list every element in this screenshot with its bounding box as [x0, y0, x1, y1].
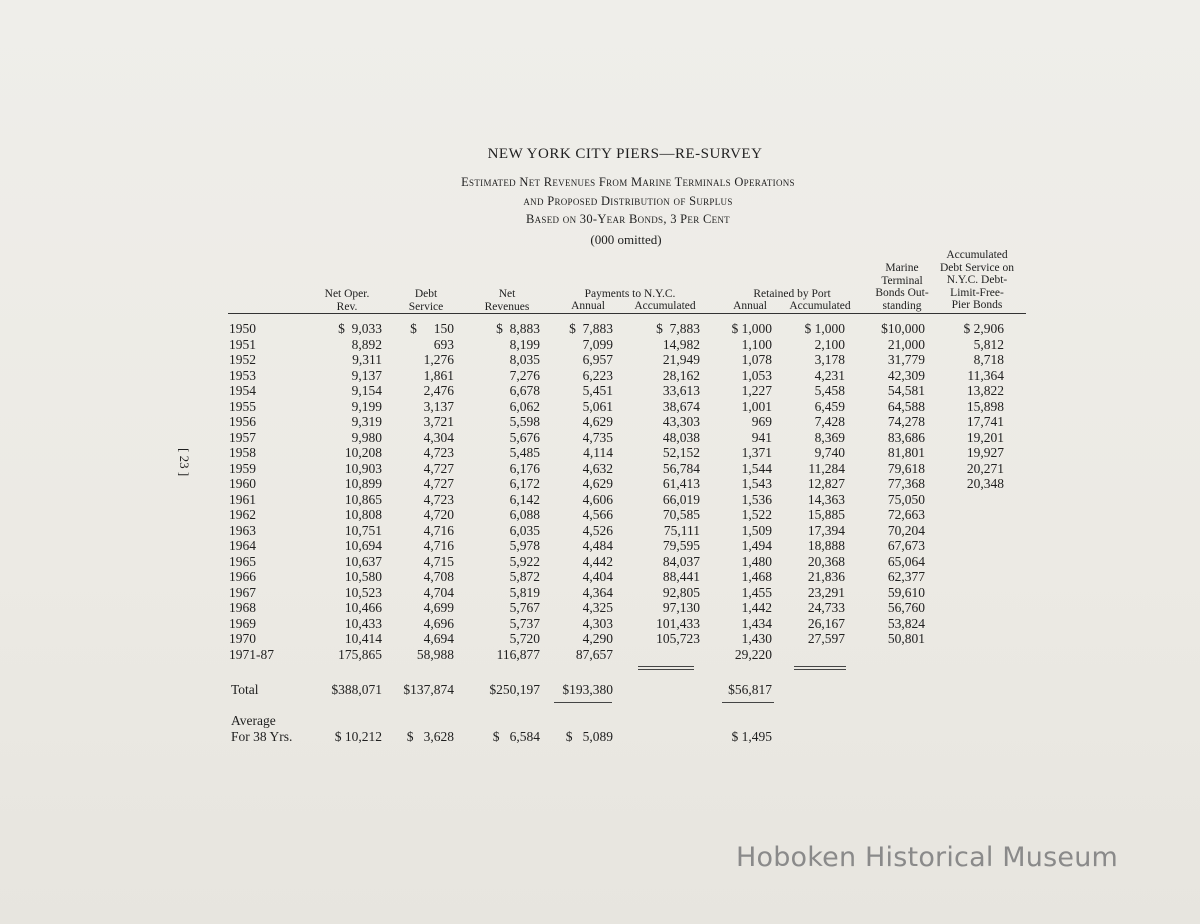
total-underline-payments	[554, 702, 612, 703]
cell-retained-accumulated: 7,428	[814, 414, 845, 429]
cell-net-revenues: 6,678	[509, 383, 540, 398]
header-retained-annual: Annual	[733, 300, 767, 312]
header-bonds-outstanding: Marine Terminal Bonds Out- standing	[875, 262, 929, 312]
cell-retained-accumulated: 2,100	[814, 336, 845, 352]
cell-net-revenues: 5,485	[509, 445, 540, 460]
cell-payments-annual: 6,957	[582, 352, 613, 367]
cell-payments-accumulated: 48,038	[662, 429, 700, 445]
cell-retained-accumulated: 26,167	[807, 615, 845, 631]
cell-payments-annual: 87,657	[575, 646, 613, 662]
cell-payments-annual: 4,735	[582, 429, 613, 445]
subtitle-line-3: Based on 30-Year Bonds, 3 Per Cent	[526, 212, 730, 226]
cell-net-revenues: 5,767	[509, 600, 540, 615]
cell-payments-annual: 4,290	[582, 631, 613, 646]
header-payments-group: Payments to N.Y.C.	[584, 288, 676, 300]
cell-debt-limit-free: 20,348	[966, 476, 1004, 491]
cell-debt-limit-free: 15,898	[966, 398, 1004, 414]
cell-payments-annual: 4,606	[582, 491, 613, 507]
row-year: 1968	[229, 600, 256, 615]
cell-debt-service: 4,694	[423, 631, 454, 646]
cell-payments-annual: 4,484	[582, 538, 613, 553]
cell-debt-limit-free: 11,364	[967, 367, 1004, 383]
cell-retained-annual: 941	[751, 429, 772, 445]
cell-retained-accumulated: 3,178	[814, 352, 845, 367]
cell-retained-accumulated: 9,740	[814, 445, 845, 460]
cell-bonds-outstanding: 79,618	[887, 460, 925, 476]
cell-payments-accumulated: 97,130	[662, 600, 700, 615]
cell-retained-annual: 969	[751, 414, 772, 429]
cell-payments-accumulated: 14,982	[662, 336, 700, 352]
total-payments-annual: $193,380	[562, 682, 613, 697]
table-row	[0, 616, 1200, 632]
table-row	[0, 538, 1200, 554]
row-year: 1960	[229, 476, 256, 491]
cell-debt-limit-free: $ 2,906	[963, 321, 1004, 336]
cell-net-oper: 10,808	[344, 507, 382, 522]
cell-net-revenues: 5,819	[509, 584, 540, 600]
cell-retained-annual: 1,434	[741, 615, 772, 631]
cell-payments-annual: 4,114	[583, 445, 613, 460]
cell-net-oper: 10,414	[344, 631, 382, 646]
cell-bonds-outstanding: 54,581	[887, 383, 925, 398]
cell-retained-annual: 1,494	[741, 538, 772, 553]
cell-bonds-outstanding: 70,204	[887, 522, 925, 538]
cell-net-revenues: 8,035	[509, 352, 540, 367]
cell-net-revenues: 5,720	[509, 631, 540, 646]
table-row	[0, 554, 1200, 570]
units-note: (000 omitted)	[590, 232, 662, 247]
cell-debt-limit-free: 13,822	[966, 383, 1004, 398]
cell-debt-service: 4,704	[423, 584, 454, 600]
cell-retained-accumulated: 6,459	[814, 398, 845, 414]
cell-payments-annual: 4,632	[582, 460, 613, 476]
cell-bonds-outstanding: 62,377	[887, 569, 925, 584]
cell-debt-service: 4,720	[423, 507, 454, 522]
row-year: 1953	[229, 367, 256, 383]
cell-bonds-outstanding: 72,663	[887, 507, 925, 522]
table-row	[0, 600, 1200, 616]
cell-debt-limit-free: 19,201	[966, 429, 1004, 445]
cell-payments-annual: 4,442	[582, 553, 613, 569]
cell-payments-accumulated: 84,037	[662, 553, 700, 569]
page-title: NEW YORK CITY PIERS—RE-SURVEY	[487, 146, 763, 162]
cell-retained-accumulated: 18,888	[807, 538, 845, 553]
total-underline-retained	[722, 702, 774, 703]
cell-net-revenues: 6,172	[509, 476, 540, 491]
row-year: 1950	[229, 321, 256, 336]
cell-retained-annual: 1,509	[741, 522, 772, 538]
cell-payments-annual: 5,451	[582, 383, 613, 398]
cell-bonds-outstanding: 64,588	[887, 398, 925, 414]
cell-bonds-outstanding: 56,760	[887, 600, 925, 615]
cell-debt-limit-free: 19,927	[966, 445, 1004, 460]
cell-net-revenues: 6,062	[509, 398, 540, 414]
cell-payments-accumulated: 70,585	[662, 507, 700, 522]
cell-retained-accumulated: 27,597	[807, 631, 845, 646]
cell-retained-accumulated: 20,368	[807, 553, 845, 569]
cell-payments-accumulated: 38,674	[662, 398, 700, 414]
cell-net-oper: 10,865	[344, 491, 382, 507]
table-row	[0, 368, 1200, 384]
cell-retained-accumulated: 12,827	[807, 476, 845, 491]
cell-payments-annual: 4,404	[582, 569, 613, 584]
total-label: Total	[231, 682, 259, 697]
cell-payments-accumulated: 92,805	[662, 584, 700, 600]
row-year: 1956	[229, 414, 256, 429]
row-year: 1952	[229, 352, 256, 367]
double-rule-payments-accum	[638, 666, 694, 670]
cell-debt-service: 4,716	[423, 538, 454, 553]
table-row	[0, 461, 1200, 477]
header-payments-annual: Annual	[571, 300, 605, 312]
cell-retained-annual: $ 1,000	[731, 321, 772, 336]
cell-net-revenues: 5,598	[509, 414, 540, 429]
cell-retained-annual: 1,430	[741, 631, 772, 646]
total-net-oper: $388,071	[331, 682, 382, 697]
cell-retained-accumulated: $ 1,000	[804, 321, 845, 336]
cell-bonds-outstanding: 59,610	[887, 584, 925, 600]
cell-debt-service: 3,721	[423, 414, 454, 429]
cell-retained-annual: 1,468	[741, 569, 772, 584]
cell-net-revenues: 6,035	[509, 522, 540, 538]
cell-net-oper: 9,154	[351, 383, 382, 398]
cell-retained-annual: 1,455	[741, 584, 772, 600]
cell-net-oper: 10,523	[344, 584, 382, 600]
cell-net-oper: 10,694	[344, 538, 382, 553]
museum-watermark: Hoboken Historical Museum	[736, 842, 1119, 873]
cell-payments-accumulated: 61,413	[662, 476, 700, 491]
cell-bonds-outstanding: 50,801	[887, 631, 925, 646]
cell-retained-annual: 29,220	[734, 646, 772, 662]
average-label: For 38 Yrs.	[231, 729, 293, 744]
header-debt-service: Debt Service	[408, 288, 444, 313]
cell-net-oper: 8,892	[351, 336, 382, 352]
total-row	[0, 682, 1200, 698]
header-rule	[228, 313, 1026, 314]
cell-payments-accumulated: 101,433	[656, 615, 700, 631]
cell-debt-service: 4,723	[423, 445, 454, 460]
cell-retained-annual: 1,536	[741, 491, 772, 507]
cell-payments-accumulated: 105,723	[656, 631, 700, 646]
cell-debt-service: 4,699	[423, 600, 454, 615]
cell-net-revenues: 5,978	[509, 538, 540, 553]
cell-net-revenues: 7,276	[509, 367, 540, 383]
header-debt-limit-free: Accumulated Debt Service on N.Y.C. Debt- Limit-Free- Pier Bonds	[939, 249, 1015, 311]
cell-debt-limit-free: 17,741	[966, 414, 1004, 429]
cell-debt-service: 4,727	[423, 476, 454, 491]
cell-bonds-outstanding: 67,673	[887, 538, 925, 553]
row-year: 1951	[229, 336, 256, 352]
cell-net-oper: 9,199	[351, 398, 382, 414]
cell-net-oper: 10,751	[344, 522, 382, 538]
cell-payments-accumulated: 75,111	[663, 522, 700, 538]
row-year: 1957	[229, 429, 256, 445]
header-retained-group: Retained by Port	[753, 288, 831, 300]
cell-retained-accumulated: 4,231	[814, 367, 845, 383]
cell-retained-annual: 1,442	[741, 600, 772, 615]
table-row	[0, 445, 1200, 461]
cell-debt-service: 2,476	[423, 383, 454, 398]
table-row	[0, 492, 1200, 508]
cell-net-revenues: 6,142	[509, 491, 540, 507]
average-payments-annual: $ 5,089	[565, 729, 613, 744]
cell-net-oper: 9,319	[351, 414, 382, 429]
cell-net-oper: 9,980	[351, 429, 382, 445]
cell-payments-annual: 4,303	[582, 615, 613, 631]
row-year: 1958	[229, 445, 256, 460]
cell-net-revenues: 6,088	[509, 507, 540, 522]
cell-net-revenues: $ 8,883	[496, 321, 540, 336]
row-year: 1970	[229, 631, 256, 646]
cell-retained-accumulated: 21,836	[807, 569, 845, 584]
cell-retained-annual: 1,227	[741, 383, 772, 398]
row-year: 1964	[229, 538, 256, 553]
cell-payments-annual: 4,364	[582, 584, 613, 600]
table-row	[0, 430, 1200, 446]
cell-payments-accumulated: 88,441	[662, 569, 700, 584]
cell-net-revenues: 6,176	[509, 460, 540, 476]
cell-bonds-outstanding: 31,779	[887, 352, 925, 367]
cell-payments-annual: 5,061	[582, 398, 613, 414]
cell-debt-limit-free: 5,812	[973, 336, 1004, 352]
average-retained-annual: $ 1,495	[731, 729, 772, 744]
header-net-revenues: Net Revenues	[484, 288, 530, 313]
average-label-line1: Average	[231, 713, 276, 728]
cell-net-oper: 10,208	[344, 445, 382, 460]
cell-net-revenues: 5,872	[509, 569, 540, 584]
double-rule-retained-accum	[794, 666, 846, 670]
cell-debt-service: 4,304	[423, 429, 454, 445]
total-retained-annual: $56,817	[728, 682, 772, 697]
cell-debt-service: 693	[433, 336, 454, 352]
cell-debt-service: 4,723	[423, 491, 454, 507]
cell-net-oper: 10,580	[344, 569, 382, 584]
cell-retained-accumulated: 15,885	[807, 507, 845, 522]
cell-payments-accumulated: $ 7,883	[656, 321, 700, 336]
cell-debt-service: 1,276	[423, 352, 454, 367]
cell-payments-accumulated: 33,613	[662, 383, 700, 398]
cell-payments-accumulated: 79,595	[662, 538, 700, 553]
row-year: 1971-87	[229, 646, 274, 662]
cell-net-revenues: 8,199	[509, 336, 540, 352]
cell-payments-accumulated: 56,784	[662, 460, 700, 476]
cell-net-oper: 10,903	[344, 460, 382, 476]
cell-retained-accumulated: 14,363	[807, 491, 845, 507]
table-row	[0, 414, 1200, 430]
cell-net-oper: 10,466	[344, 600, 382, 615]
row-year: 1959	[229, 460, 256, 476]
cell-payments-annual: 6,223	[582, 367, 613, 383]
cell-net-oper: $ 9,033	[338, 321, 382, 336]
subtitle-line-2: and Proposed Distribution of Surplus	[523, 194, 733, 208]
cell-retained-accumulated: 23,291	[807, 584, 845, 600]
cell-net-revenues: 5,922	[509, 553, 540, 569]
cell-debt-service: 4,716	[423, 522, 454, 538]
table-row	[0, 523, 1200, 539]
cell-bonds-outstanding: 53,824	[887, 615, 925, 631]
cell-net-oper: 175,865	[338, 646, 382, 662]
row-year: 1963	[229, 522, 256, 538]
cell-debt-service: 3,137	[423, 398, 454, 414]
cell-bonds-outstanding: 21,000	[887, 336, 925, 352]
row-year: 1954	[229, 383, 256, 398]
cell-net-revenues: 116,877	[496, 646, 540, 662]
header-net-oper: Net Oper. Rev.	[324, 288, 370, 313]
cell-retained-annual: 1,544	[741, 460, 772, 476]
header-payments-accumulated: Accumulated	[634, 300, 696, 312]
cell-bonds-outstanding: 77,368	[887, 476, 925, 491]
cell-retained-accumulated: 17,394	[807, 522, 845, 538]
table-row	[0, 352, 1200, 368]
cell-payments-accumulated: 21,949	[662, 352, 700, 367]
cell-net-oper: 10,899	[344, 476, 382, 491]
cell-bonds-outstanding: 65,064	[887, 553, 925, 569]
cell-payments-annual: 4,566	[582, 507, 613, 522]
cell-retained-annual: 1,078	[741, 352, 772, 367]
cell-debt-service: 4,727	[423, 460, 454, 476]
cell-retained-annual: 1,543	[741, 476, 772, 491]
cell-debt-service: 4,696	[423, 615, 454, 631]
row-year: 1962	[229, 507, 256, 522]
table-row	[0, 647, 1200, 663]
average-debt-service: $ 3,628	[406, 729, 454, 744]
cell-retained-annual: 1,480	[741, 553, 772, 569]
cell-net-oper: 10,637	[344, 553, 382, 569]
cell-payments-annual: $ 7,883	[569, 321, 613, 336]
table-row	[0, 383, 1200, 399]
cell-retained-annual: 1,001	[741, 398, 772, 414]
cell-payments-annual: 4,629	[582, 414, 613, 429]
cell-bonds-outstanding: 75,050	[887, 491, 925, 507]
cell-net-revenues: 5,676	[509, 429, 540, 445]
total-net-revenues: $250,197	[489, 682, 540, 697]
cell-debt-limit-free: 20,271	[966, 460, 1004, 476]
cell-debt-service: $ 150	[410, 321, 454, 336]
row-year: 1955	[229, 398, 256, 414]
cell-debt-limit-free: 8,718	[973, 352, 1004, 367]
cell-retained-accumulated: 8,369	[814, 429, 845, 445]
table-row	[0, 569, 1200, 585]
table-row	[0, 476, 1200, 492]
cell-debt-service: 4,715	[423, 553, 454, 569]
cell-payments-annual: 4,629	[582, 476, 613, 491]
row-year: 1965	[229, 553, 256, 569]
table-row	[0, 321, 1200, 337]
cell-bonds-outstanding: 81,801	[887, 445, 925, 460]
cell-payments-accumulated: 43,303	[662, 414, 700, 429]
cell-net-oper: 9,137	[351, 367, 382, 383]
subtitle-line-1: Estimated Net Revenues From Marine Terminals Operations	[461, 175, 795, 189]
row-year: 1966	[229, 569, 256, 584]
cell-payments-annual: 7,099	[582, 336, 613, 352]
cell-payments-accumulated: 52,152	[662, 445, 700, 460]
cell-payments-annual: 4,526	[582, 522, 613, 538]
row-year: 1969	[229, 615, 256, 631]
cell-retained-annual: 1,371	[741, 445, 772, 460]
header-retained-accumulated: Accumulated	[789, 300, 851, 312]
table-row	[0, 507, 1200, 523]
cell-bonds-outstanding: $10,000	[881, 321, 925, 336]
cell-payments-accumulated: 28,162	[662, 367, 700, 383]
cell-retained-accumulated: 11,284	[808, 460, 845, 476]
cell-payments-annual: 4,325	[582, 600, 613, 615]
cell-net-oper: 10,433	[344, 615, 382, 631]
average-net-revenues: $ 6,584	[492, 729, 540, 744]
table-row	[0, 585, 1200, 601]
cell-net-oper: 9,311	[352, 352, 382, 367]
table-row	[0, 631, 1200, 647]
cell-bonds-outstanding: 74,278	[887, 414, 925, 429]
cell-payments-accumulated: 66,019	[662, 491, 700, 507]
cell-retained-accumulated: 5,458	[814, 383, 845, 398]
row-year: 1967	[229, 584, 256, 600]
cell-debt-service: 58,988	[416, 646, 454, 662]
page-number: [ 23 ]	[177, 448, 192, 477]
average-net-oper: $ 10,212	[334, 729, 382, 744]
average-row	[0, 729, 1200, 745]
cell-retained-annual: 1,053	[741, 367, 772, 383]
cell-retained-annual: 1,100	[741, 336, 772, 352]
table-row	[0, 399, 1200, 415]
total-debt-service: $137,874	[403, 682, 454, 697]
row-year: 1961	[229, 491, 256, 507]
cell-debt-service: 1,861	[423, 367, 454, 383]
table-row	[0, 337, 1200, 353]
data-table	[0, 321, 1200, 662]
cell-debt-service: 4,708	[423, 569, 454, 584]
cell-bonds-outstanding: 83,686	[887, 429, 925, 445]
cell-retained-annual: 1,522	[741, 507, 772, 522]
cell-bonds-outstanding: 42,309	[887, 367, 925, 383]
cell-net-revenues: 5,737	[509, 615, 540, 631]
cell-retained-accumulated: 24,733	[807, 600, 845, 615]
